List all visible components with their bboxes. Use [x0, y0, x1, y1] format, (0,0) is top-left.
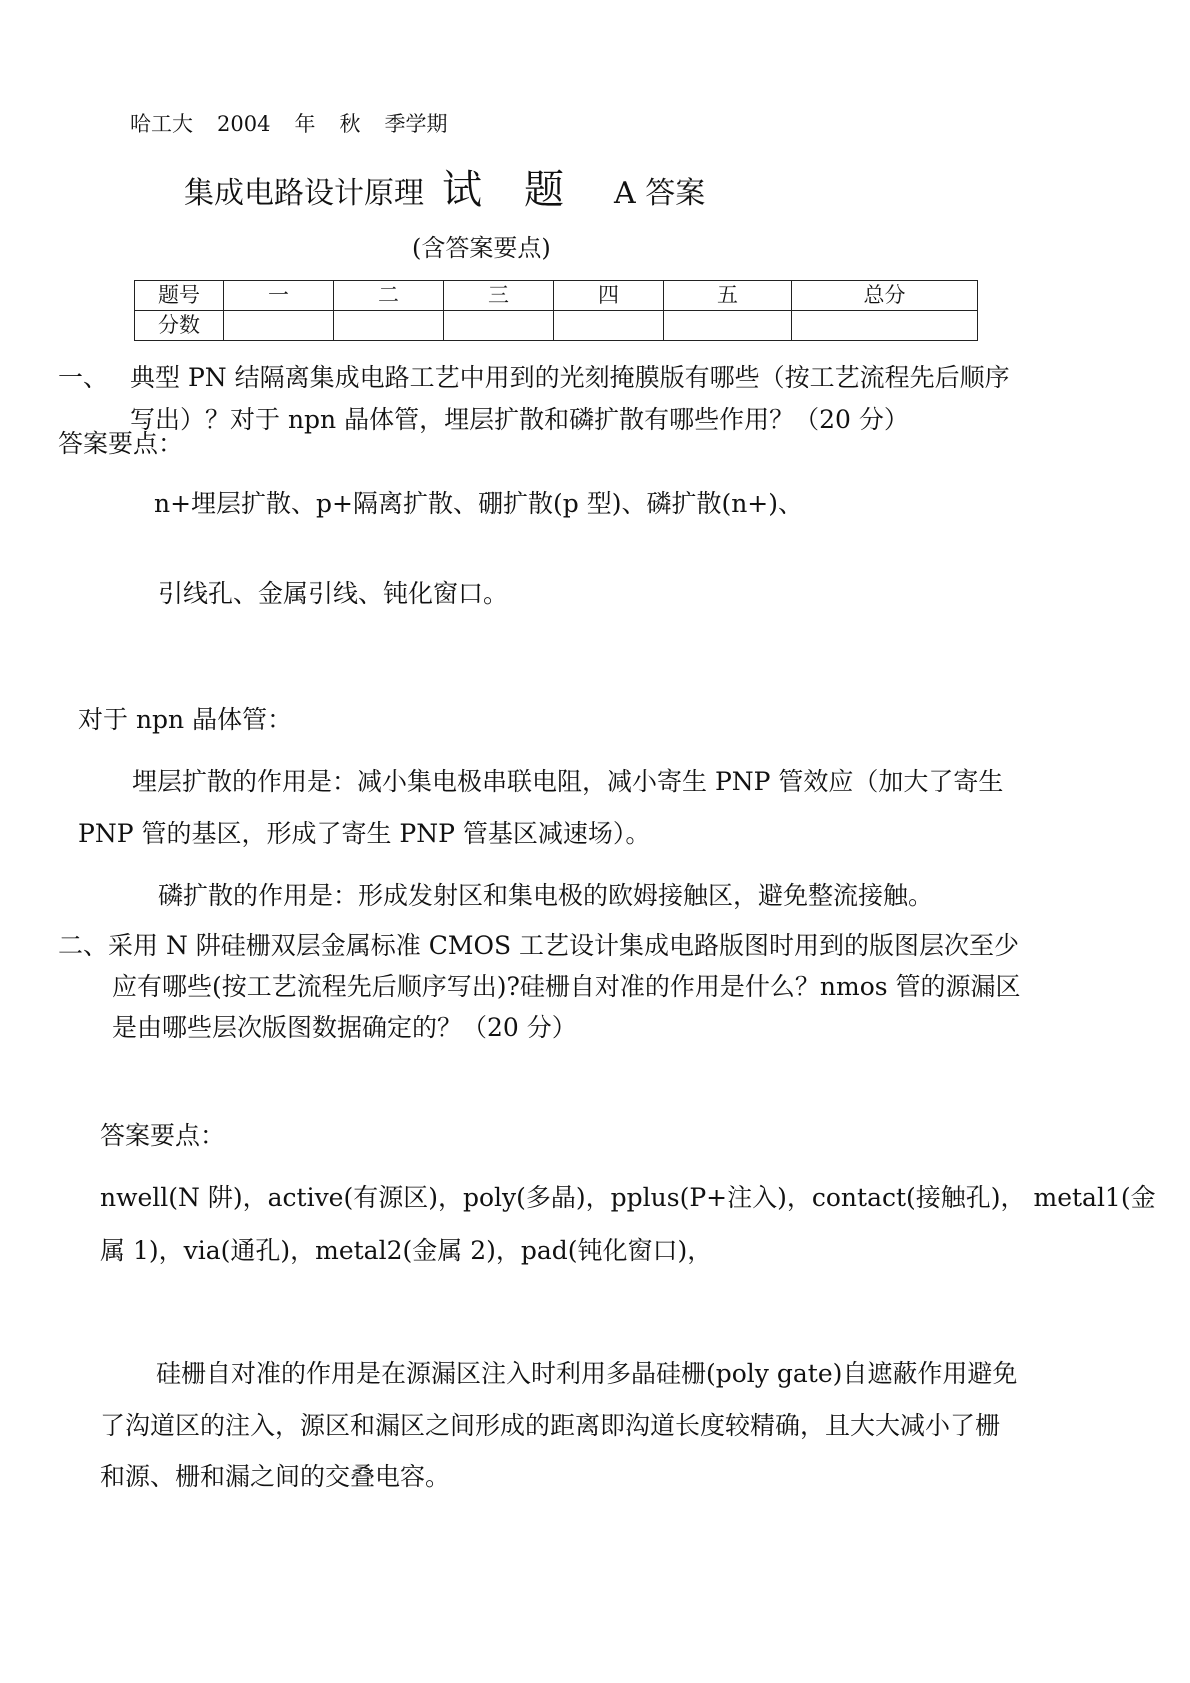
- table-cell: 一: [224, 281, 334, 311]
- answer-text: nwell(N 阱)，active(有源区)，poly(多晶)，pplus(P+注入)，contact(接触孔)， metal1(金: [100, 1183, 1156, 1212]
- answer-text: 和源、栅和漏之间的交叠电容。: [100, 1462, 451, 1491]
- question-text: 应有哪些(按工艺流程先后顺序写出)?硅栅自对准的作用是什么？nmos 管的源漏区: [112, 972, 1021, 1001]
- answer-text: 对于 npn 晶体管：: [78, 705, 293, 734]
- question-text: 典型 PN 结隔离集成电路工艺中用到的光刻掩膜版有哪些（按工艺流程先后顺序: [130, 363, 1010, 392]
- answer-text: 引线孔、金属引线、钝化窗口。: [158, 579, 509, 608]
- exam-label: 试题: [442, 167, 606, 213]
- answer-text: 埋层扩散的作用是：减小集电极串联电阻，减小寄生 PNP 管效应（加大了寄生: [132, 767, 1004, 796]
- answer-text: 了沟道区的注入，源区和漏区之间形成的距离即沟道长度较精确，且大大减小了栅: [100, 1411, 1001, 1440]
- table-cell: [554, 311, 664, 341]
- table-row: [135, 281, 978, 311]
- answer-text: 磷扩散的作用是：形成发射区和集电极的欧姆接触区，避免整流接触。: [158, 881, 934, 910]
- table-cell: 二: [334, 281, 444, 311]
- answer-text: 硅栅自对准的作用是在源漏区注入时利用多晶硅栅(poly gate)自遮蔽作用避免: [156, 1359, 1018, 1388]
- table-cell: [224, 311, 334, 341]
- school-name: 哈工大: [130, 112, 193, 136]
- answer-text: 属 1)，via(通孔)，metal2(金属 2)，pad(钝化窗口)，: [100, 1236, 713, 1265]
- season: 秋: [339, 112, 361, 136]
- table-cell: 五: [664, 281, 792, 311]
- question-text: 写出）？对于 npn 晶体管，埋层扩散和磷扩散有哪些作用？（20 分）: [130, 405, 909, 434]
- table-cell: 四: [554, 281, 664, 311]
- table-row: [135, 311, 978, 341]
- table-cell: 分数: [135, 311, 224, 341]
- table-cell: 三: [444, 281, 554, 311]
- score-table: [134, 280, 978, 341]
- year: 2004: [217, 112, 271, 136]
- course-name: 集成电路设计原理: [184, 176, 424, 211]
- answer-heading: 答案要点：: [58, 429, 184, 458]
- table-cell: 总分: [792, 281, 978, 311]
- term: 季学期: [384, 112, 448, 136]
- table-cell: 题号: [135, 281, 224, 311]
- question-number: 一、: [58, 363, 109, 392]
- page-title: [184, 168, 705, 216]
- table-cell: [792, 311, 978, 341]
- table-cell: [444, 311, 554, 341]
- year-unit: 年: [294, 112, 316, 136]
- table-cell: [334, 311, 444, 341]
- question-text: 是由哪些层次版图数据确定的？（20 分）: [112, 1013, 577, 1042]
- answer-text: n+埋层扩散、p+隔离扩散、硼扩散(p 型)、磷扩散(n+)、: [154, 489, 804, 518]
- answer-label: A 答案: [614, 176, 706, 211]
- semester-header: [130, 108, 447, 138]
- table-cell: [664, 311, 792, 341]
- subtitle: (含答案要点): [412, 234, 551, 262]
- answer-text: PNP 管的基区，形成了寄生 PNP 管基区减速场）。: [78, 819, 651, 848]
- question-text: 二、采用 N 阱硅栅双层金属标准 CMOS 工艺设计集成电路版图时用到的版图层次至少: [58, 931, 1020, 960]
- answer-heading: 答案要点：: [100, 1121, 226, 1150]
